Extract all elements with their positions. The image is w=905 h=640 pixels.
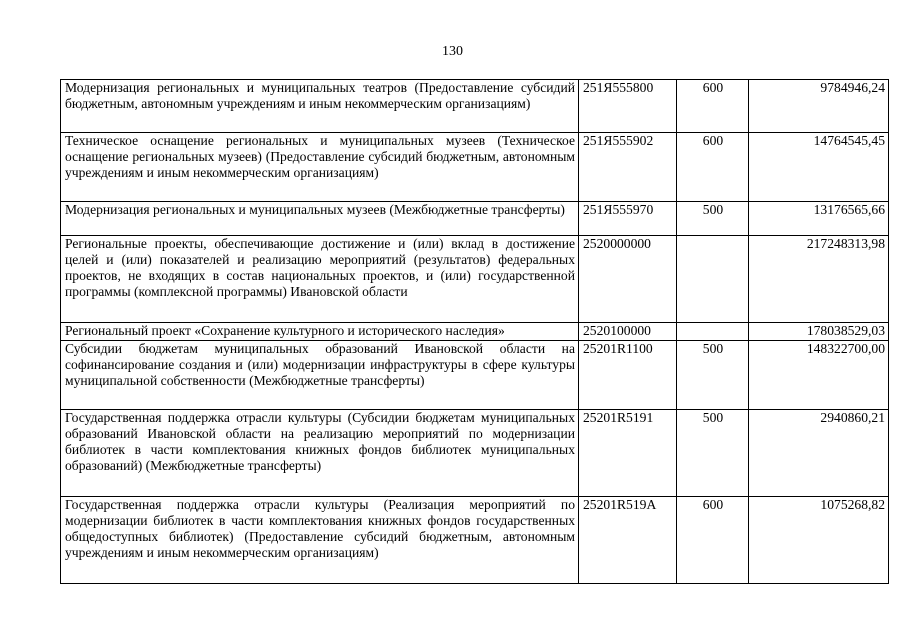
- table-row: [61, 410, 889, 497]
- row-amount: 178038529,03: [749, 323, 889, 341]
- row-name: Модернизация региональных и муниципальных музеев (Межбюджетные трансферты): [61, 202, 579, 236]
- page-number: 130: [442, 44, 463, 59]
- table-row: [61, 341, 889, 410]
- row-code: 25201R1100: [579, 341, 677, 410]
- row-amount: 148322700,00: [749, 341, 889, 410]
- row-type: 600: [677, 133, 749, 202]
- row-name: Региональный проект «Сохранение культурного и исторического наследия»: [61, 323, 579, 341]
- table-row: [61, 323, 889, 341]
- row-type: 500: [677, 410, 749, 497]
- row-type: 600: [677, 80, 749, 133]
- row-name: Субсидии бюджетам муниципальных образований Ивановской области на софинансирование создания и (или) модернизации инфраструктуры в сфере культуры муниципальной собственности (Межбюджетные трансферты): [61, 341, 579, 410]
- row-code: 25201R519A: [579, 497, 677, 584]
- row-name: Модернизация региональных и муниципальных театров (Предоставление субсидий бюджетным, автономным учреждениям и иным некоммерческим организациям): [61, 80, 579, 133]
- row-amount: 2940860,21: [749, 410, 889, 497]
- row-amount: 14764545,45: [749, 133, 889, 202]
- row-name: Государственная поддержка отрасли культуры (Реализация мероприятий по модернизации библиотек в части комплектования книжных фондов государственных общедоступных библиотек) (Предоставление субсидий бюджетным, автономным учреждениям и иным некоммерческим организациям): [61, 497, 579, 584]
- table-row: [61, 236, 889, 323]
- table-row: [61, 80, 889, 133]
- row-amount: 9784946,24: [749, 80, 889, 133]
- row-code: 2520100000: [579, 323, 677, 341]
- row-amount: 1075268,82: [749, 497, 889, 584]
- table-row: [61, 202, 889, 236]
- table-row: [61, 133, 889, 202]
- row-code: 2520000000: [579, 236, 677, 323]
- row-type: [677, 236, 749, 323]
- row-code: 251Я555970: [579, 202, 677, 236]
- row-code: 25201R5191: [579, 410, 677, 497]
- row-amount: 13176565,66: [749, 202, 889, 236]
- row-type: [677, 323, 749, 341]
- row-type: 500: [677, 202, 749, 236]
- budget-table: [60, 79, 889, 584]
- row-name: Государственная поддержка отрасли культуры (Субсидии бюджетам муниципальных образований Ивановской области на реализацию мероприятий по модернизации библиотек в части комплектования книжных фондов библиотек муниципальных образований) (Межбюджетные трансферты): [61, 410, 579, 497]
- row-code: 251Я555902: [579, 133, 677, 202]
- row-name: Региональные проекты, обеспечивающие достижение и (или) вклад в достижение целей и (или) показателей и реализацию мероприятий (результатов) федеральных проектов, не входящих в состав национальных проектов, и (или) государственной программы (комплексной программы) Ивановской области: [61, 236, 579, 323]
- row-type: 500: [677, 341, 749, 410]
- row-code: 251Я555800: [579, 80, 677, 133]
- row-name: Техническое оснащение региональных и муниципальных музеев (Техническое оснащение региональных музеев) (Предоставление субсидий бюджетным, автономным учреждениям и иным некоммерческим организациям): [61, 133, 579, 202]
- row-type: 600: [677, 497, 749, 584]
- row-amount: 217248313,98: [749, 236, 889, 323]
- table-row: [61, 497, 889, 584]
